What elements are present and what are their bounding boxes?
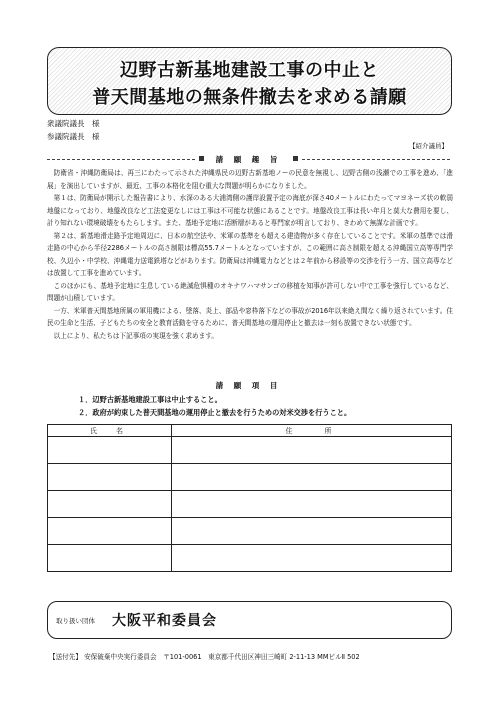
name-cell[interactable] — [48, 437, 172, 464]
petition-item-1: １．辺野古新基地建設工事は中止すること。 — [78, 395, 222, 404]
title-box — [47, 47, 452, 115]
name-cell[interactable] — [48, 491, 172, 518]
name-cell[interactable] — [48, 545, 172, 572]
name-cell[interactable] — [48, 518, 172, 545]
introducer-label: 【紹介議員】 — [409, 142, 448, 150]
section-heading: 請 願 趣 旨 — [215, 155, 282, 164]
signature-row — [48, 491, 452, 518]
name-cell[interactable] — [48, 464, 172, 491]
addressee-house-councillors: 参議院議長 様 — [47, 132, 100, 141]
square-bullet-icon — [293, 156, 298, 161]
address-cell[interactable] — [172, 437, 452, 464]
body-paragraph: 一方、米軍普天間基地所属の軍用機による、墜落、炎上、部品や窓枠落下などの事故が2016年以来絶え間なく繰り返されています。住民の生命と生活、子どもたちの安全と教育活動を守るために、普天間基地の運用停止と撤去は一刻も放置できない状態です。 — [47, 306, 453, 327]
address-cell[interactable] — [172, 491, 452, 518]
body-paragraph: 第２は、新基地滑走路予定地周辺に、日本の航空法や、米軍の基準をも超える建造物が多く存在していることです。米軍の基準では滑走路の中心から半径2286メートルの高さ制限は標高55.7メートルとなっていますが、この範囲に高さ制限を超える沖縄国立高等専門学校、久辺小・中学校、沖縄電力送電鉄塔などがあります。防衛局は沖縄電力などとは２年前から移設等の交渉を行う一方、国立高専などは放置して工事を進めています。 — [47, 231, 453, 277]
signature-row — [48, 545, 452, 572]
title-line-1: 辺野古新基地建設工事の中止と — [120, 60, 379, 81]
body-paragraph: このほかにも、基地予定地に生息している絶滅危惧種のオキナワハマサンゴの移植を知事が許可しない中で工事を強行しているなど、問題が山積しています。 — [47, 281, 453, 302]
handling-organization-name: 大阪平和委員会 — [112, 613, 217, 629]
body-paragraph: 第１は、防衛局が開示した報告書により、水深のある大浦湾側の護岸設置予定の海底が深さ40メートルにわたってマヨネーズ状の軟弱地盤になっており、地盤改良など工法変更なしには工事は不可能な状態にあることです。地盤改良工事は長い年月と莫大な費用を要し、計り知れない環境破壊をもたらします。また、基地予定地に活断層があると専門家が明言しており、きわめて無謀な計画です。 — [47, 194, 453, 227]
handling-organization-box — [47, 601, 452, 639]
body-paragraph: 以上により、私たちは下記事項の実現を強く求めます。 — [53, 331, 218, 340]
address-cell[interactable] — [172, 518, 452, 545]
body-paragraph: 防衛省・沖縄防衛局は、再三にわたって示された沖縄県民の辺野古新基地ノーの民意を無視し、辺野古側の浅瀬での工事を進め、「進展」を演出していますが、最近、工事の本格化を阻む重大な問題が明らかになりました。 — [47, 169, 453, 190]
petition-item-2: ２．政府が約束した普天間基地の運用停止と撤去を行うための対米交渉を行うこと。 — [78, 408, 352, 417]
petition-body — [47, 167, 453, 342]
title-line-2: 普天間基地の無条件撤去を求める請願 — [92, 87, 407, 108]
name-column-header: 氏 名 — [48, 425, 172, 437]
divider-line-right — [302, 159, 450, 160]
signature-table — [47, 424, 452, 572]
signature-row — [48, 464, 452, 491]
address-cell[interactable] — [172, 464, 452, 491]
signature-table-header — [48, 425, 452, 437]
section-heading-row — [47, 154, 450, 164]
signature-row — [48, 437, 452, 464]
handling-organization-label: 取り扱い団体 — [56, 617, 95, 625]
address-cell[interactable] — [172, 545, 452, 572]
signature-row — [48, 518, 452, 545]
addressee-house-representatives: 衆議院議長 様 — [47, 119, 100, 128]
send-to-footer: 【送付先】 安保破棄中央実行委員会 〒101-0061 東京都千代田区神田三崎町 2-11-13 MMビルⅡ 502 — [49, 653, 360, 661]
items-heading: 請 願 項 目 — [215, 381, 282, 390]
address-column-header: 住 所 — [172, 425, 452, 437]
